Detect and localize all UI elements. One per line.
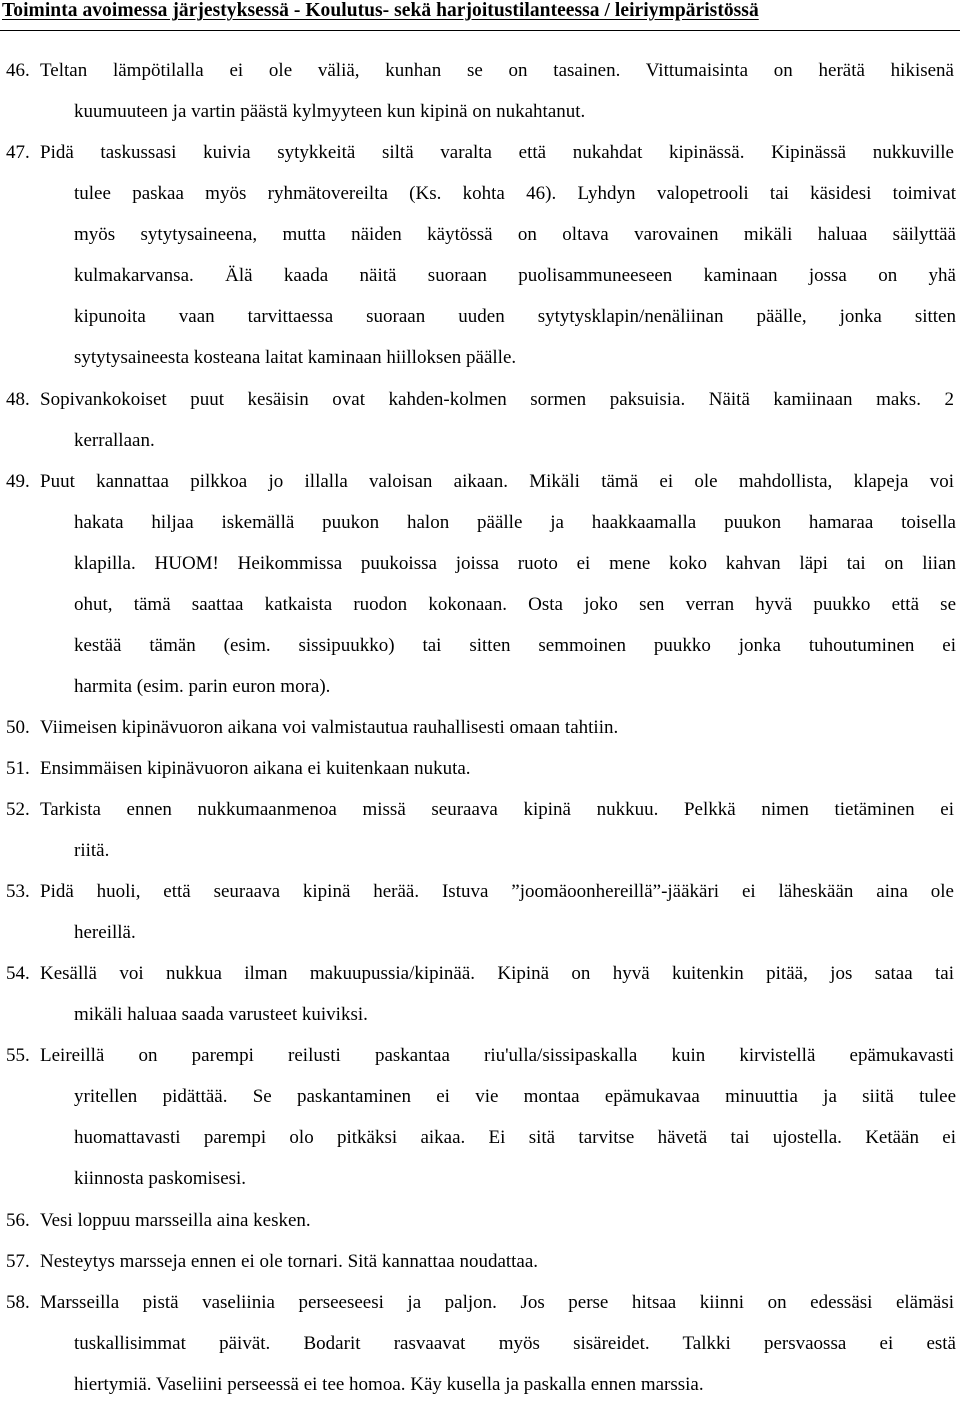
list-item-text: Puut kannattaa pilkkoa jo illalla valoisan aikaan. Mikäli tämä ei ole mahdollista, klapeja voi [40,471,954,492]
list-item-line [0,421,960,461]
list-item-number: 49. [6,471,30,492]
list-item-text: myös sytytysaineena, mutta näiden käytössä on oltava varovainen mikäli haluaa säilyttää [74,224,956,245]
list-item-text: kipunoita vaan tarvittaessa suoraan uuden sytytysklapin/nenäliinan päälle, jonka sitten [74,306,956,327]
list-item-number: 55. [6,1045,30,1066]
list-item-text: sytytysaineesta kosteana laitat kaminaan hiilloksen päälle. [74,347,517,368]
list-item-number: 58. [6,1292,30,1313]
list-item-text: hakata hiljaa iskemällä puukon halon päälle ja haakkaamalla puukon hamaraa toisella [74,512,956,533]
list-item-number: 54. [6,963,30,984]
list-item-line [0,338,960,378]
list-item-text: hiertymiä. Vaseliini perseessä ei tee homoa. Käy kusella ja paskalla ennen marssia. [74,1374,704,1395]
list-item-first-line [0,51,960,91]
list-item-number: 50. [6,717,30,738]
list-item-text: Pidä taskussasi kuivia sytykkeitä siltä varalta että nukahdat kipinässä. Kipinässä nukkuville [40,142,954,163]
list-item-first-line [0,1036,960,1076]
list-item-text: yritellen pidättää. Se paskantaminen ei vie montaa epämukavaa minuuttia ja siitä tulee [74,1086,956,1107]
list-item-text: mikäli haluaa saada varusteet kuiviksi. [74,1004,368,1025]
list-item-text: kestää tämän (esim. sissipuukko) tai sitten semmoinen puukko jonka tuhoutuminen ei [74,635,956,656]
list-item-line [0,995,960,1035]
list-item-text: Leireillä on parempi reilusti paskantaa riu'ulla/sissipaskalla kuin kirvistellä epämukavasti [40,1045,954,1066]
list-item-line [0,174,960,214]
list-item-text: kuumuuteen ja vartin päästä kylmyyteen kun kipinä on nukahtanut. [74,101,586,122]
list-item-number: 48. [6,389,30,410]
list-item-first-line [0,462,960,502]
list-item-number: 52. [6,799,30,820]
list-item-line [0,215,960,255]
list-item-line [0,585,960,625]
list-item-text: tuskallisimmat päivät. Bodarit rasvaavat myös sisäreidet. Talkki persvaossa ei estä [74,1333,956,1354]
list-item-line [0,667,960,707]
list-item-number: 51. [6,758,30,779]
header-title: Toiminta avoimessa järjestyksessä - Koulutus- sekä harjoitustilanteessa / leiriympäristössä [2,0,759,21]
list-item-text: kulmakarvansa. Älä kaada näitä suoraan puolisammuneeseen kaminaan jossa on yhä [74,265,956,286]
list-item-line [0,1324,960,1364]
list-item-line [0,831,960,871]
list-item-text: riitä. [74,840,110,861]
list-item-first-line [0,380,960,420]
list-item-text: Tarkista ennen nukkumaanmenoa missä seuraava kipinä nukkuu. Pelkkä nimen tietäminen ei [40,799,954,820]
list-item-number: 53. [6,881,30,902]
list-item-text: huomattavasti parempi olo pitkäksi aikaa. Ei sitä tarvitse hävetä tai ujostella. Ketään ei [74,1127,956,1148]
list-item-number: 47. [6,142,30,163]
list-item-text: harmita (esim. parin euron mora). [74,676,331,697]
list-item-text: Marsseilla pistä vaseliinia perseeseesi ja paljon. Jos perse hitsaa kiinni on edessäsi elämäsi [40,1292,954,1313]
list-item-first-line [0,790,960,830]
list-item-number: 46. [6,60,30,81]
list-item-text: Teltan lämpötilalla ei ole väliä, kunhan se on tasainen. Vittumaisinta on herätä hikisenä [40,60,954,81]
list-item-first-line [0,1283,960,1323]
list-item-line [0,503,960,543]
list-item-text: kiinnosta paskomisesi. [74,1168,247,1189]
list-item-line [0,92,960,132]
list-item-line [0,297,960,337]
list-item-text: Pidä huoli, että seuraava kipinä herää. Istuva ”joomäoonhereillä”-jääkäri ei läheskään aina ole [40,881,954,902]
list-item-line [0,1118,960,1158]
list-item-first-line [0,133,960,173]
list-item-line [0,1077,960,1117]
list-item-number: 57. [6,1251,30,1272]
list-item-line [0,626,960,666]
list-item-text: tulee paskaa myös ryhmätovereilta (Ks. kohta 46). Lyhdyn valopetrooli tai käsidesi toimivat [74,183,956,204]
list-item-line [0,544,960,584]
list-item-text: Kesällä voi nukkua ilman makuupussia/kipinää. Kipinä on hyvä kuitenkin pitää, jos sataa tai [40,963,954,984]
list-item-text: klapilla. HUOM! Heikommissa puukoissa joissa ruoto ei mene koko kahvan läpi tai on liian [74,553,956,574]
list-item-text: Ensimmäisen kipinävuoron aikana ei kuitenkaan nukuta. [40,758,471,779]
list-item-first-line [0,708,960,748]
list-item-line [0,913,960,953]
list-item-text: Sopivankokoiset puut kesäisin ovat kahden-kolmen sormen paksuisia. Näitä kamiinaan maks. 2 [40,389,954,410]
list-item-line [0,1159,960,1199]
list-item-text: ohut, tämä saattaa katkaista ruodon kokonaan. Osta joko sen verran hyvä puukko että se [74,594,956,615]
list-item-text: Vesi loppuu marsseilla aina kesken. [40,1210,311,1231]
list-item-text: Viimeisen kipinävuoron aikana voi valmistautua rauhallisesti omaan tahtiin. [40,717,619,738]
list-item-text: hereillä. [74,922,136,943]
list-item-first-line [0,749,960,789]
list-item-text: Nesteytys marsseja ennen ei ole tornari. Sitä kannattaa noudattaa. [40,1251,539,1272]
list-item-line [0,256,960,296]
list-item-first-line [0,1242,960,1282]
list-item-first-line [0,872,960,912]
list-item-text: kerrallaan. [74,430,155,451]
list-item-first-line [0,954,960,994]
list-item-line [0,1365,960,1405]
list-item-number: 56. [6,1210,30,1231]
list-item-first-line [0,1201,960,1241]
